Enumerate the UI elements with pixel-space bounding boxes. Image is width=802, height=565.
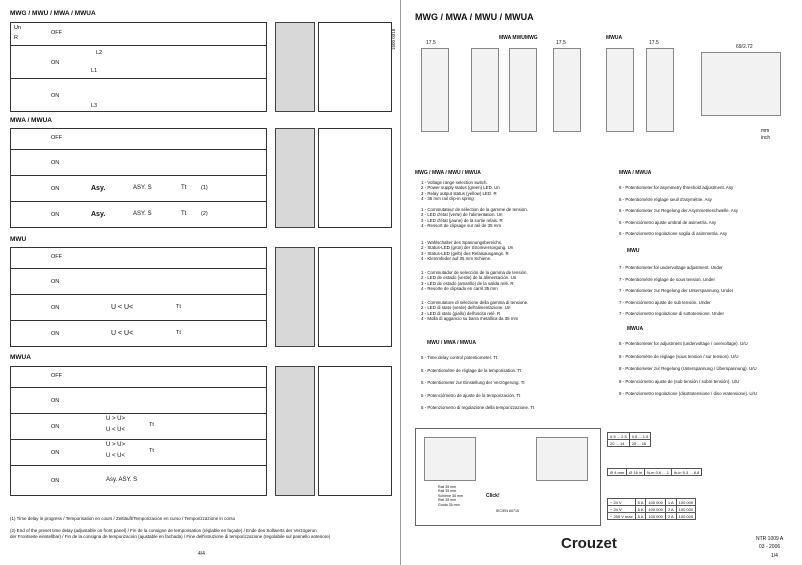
doc-ref: NTR 1009 A: [756, 536, 784, 542]
footnote-2: (2) End of the preset time delay (adjustable on front panel) / Fin de la consigne de temporisation (réglable en façade) / Ende des Sollwerts der Verzögerun: [10, 528, 317, 533]
list-block: 1 - Wahlschalter des Spannungsbereichs. 2 - Status-LED (grün) der Stromversorgung. Un 3 - Status-LED (gelb) des Relaisausgangs. R 4 - Klemmfeder auf 35 mm Schiene.: [421, 240, 514, 262]
device-drawing: [646, 48, 674, 132]
side-view-drawing: [701, 52, 781, 116]
list-block: 1 - Commutador de selección de la gamma de tensión. 2 - LED de estado (verde) de la alimentación. Un 3 - LED de estado (amarillo) de la salida relé. R 4 - Resorte de clipsado en carril 35 mm: [421, 270, 528, 292]
list-block: 6 - Potentiometer for asymmetry threshold adjustment. Asy 6 - Potentiomètre réglage seuil d'asymétrie. Asy 6 - Potentiometer zur Regelung der Asymmetrieschwelle. Asy 6 - Potenciómetro ajuste umbral de asimetría. Asy 6 - Potenziometro regolazione soglia di asimmetria. Asy: [619, 185, 739, 236]
timing-chart: [318, 22, 392, 112]
page-number: 4/4: [198, 551, 205, 557]
crouzet-logo: Crouzet: [561, 535, 617, 552]
page-title: MWG / MWA / MWU / MWUA: [415, 12, 534, 22]
right-page: MWG / MWA / MWU / MWUA 1500 0318 MWA MWUMWG MWUA 17.5 17.5 17.5 69/2.72 mm inch MWG / MWA / MWU / MWUA 1 - Voltage range selection switch. 2 - Power supply status (green) LED. Un 3 - Relay output status (yellow) LED. R 4 - 35 mm rail clip-in spring 1 - Commutateur de sélection de la gamme de tension. 2 - LED d'état (verte) de l'alimentation. Un 3 - LED d'état (jaune) de la sortie relais. R 4 - Ressort de clipsage sur rail de 35 mm 1 - Wahlschalter des Spannungsbereichs. 2 - Status-LED (grün) der Stromversorgung. Un 3 - Status-LED (gelb) des Relaisausgangs. R 4 - Klemmfeder auf 35 mm Schiene. 1 - Commutador de selección de la gamma de tensión. 2 - LED de estado (verde) de la alimentación. Un 3 - LED de estado (amarillo) de la salida relé. R 4 - Resorte de clipsado en carril 35 mm 1 - Commutatore di selezione della gamma di tensione. 2 - LED di stato (verde) dell'alimentazione. Un 3 - LED di stato (giallo) dell'uscita relè. R 4 - Molla di aggancio su barra metallica da 35 mm MWU / MWA / MWUA 5 - Time delay control potentiometer. Tt 5 - Potentiomètre de réglage de la temporisation. Tt 5 - Potentiometer zur Einstellung der Verzögerung. Tt 5 - Potenciómetro de ajuste de la temporización. Tt 5 - Potenziometro di regolazione della temporizzazione. Tt MWA / MWUA 6 - Potentiometer for asymmetry threshold adjustment. Asy 6 - Potentiomètre réglage seuil d'asymétrie. Asy 6 - Potentiometer zur Regelung der Asymmetrieschwelle. Asy 6 - Potenciómetro ajuste umbral de asimetría. Asy 6 - Potenziometro regolazione soglia di asimmetria. Asy MWU 7 - Potentiometer for undervoltage adjustment. Under 7 - Potentiomètre réglage de sous tension. Under 7 - Potentiometer zur Regelung der Unterspannung. Under 7 - Potenciómetro ajuste de sub tensión. Under 7 - Potenziometro regolazione di sottotensione. Under MWUA 8 - Potentiometer for adjustment (undervoltage / overvoltage). U/U 8 - Potentiomètre de réglage (sous tension / sur tension). U/U 8 - Potentiometer zur Regelung (Unterspannung / Überspannung). U/U 8 - Potenciómetro ajuste de (sub tensión / sobre tensión). U/U 8 - Potenziometro regolazione (disottotensione / diso vratensione). U/U Click! Rail 35 mm Rail 35 mm Schiene 35 mm Riel 35 mm Guida 35 mm IEC/EN 60715 0.5 ... 2.5 0.5 ... 1.5 20 ... 14 20 ... 16 Ø 4 mm Ø 16 in N.m 0.6 ... 1 lb-in 5.3 ... 8.8 ~ 24 V 5 A 100 000 1 A 100 000 ~ 24 V 5 A 100 000 2 A 100 000 ~ 250 V max 5 A 100 000 2 A 100 000 Crouzet NTR 1009 A 03 - 2006 1/4: [401, 0, 802, 565]
diagram-box: OFF ON ON U < U< Tt ON U < U< Tt: [10, 247, 267, 347]
list-block: 8 - Potentiometer for adjustment (undervoltage / overvoltage). U/U 8 - Potentiomètre de réglage (sous tension / sur tension). U/U 8 - Potentiometer zur Regelung (Unterspannung / Überspannung). U/U 8 - Potenciómetro ajuste de (sub tensión / sobre tensión). U/U 8 - Potenziometro regolazione (disottotensione / diso vratensione). U/U: [619, 341, 757, 396]
spec-table: 0.5 ... 2.5 0.5 ... 1.5 20 ... 14 20 ... 16: [607, 432, 651, 447]
ref-vertical: 1500 0318: [391, 28, 396, 50]
section-title: MWA / MWUA: [10, 117, 52, 124]
section-title: MWU: [10, 236, 27, 243]
timing-chart: [318, 247, 392, 347]
list-block: 7 - Potentiometer for undervoltage adjustment. Under 7 - Potentiomètre réglage de sous tension. Under 7 - Potentiometer zur Regelung der Unterspannung. Under 7 - Potenciómetro ajuste de sub tensión. Under 7 - Potenziometro regolazione di sottotensione. Under: [619, 265, 734, 316]
list-block: 1 - Commutatore di selezione della gamma di tensione. 2 - LED di stato (verde) dell'alimentazione. Un 3 - LED di stato (giallo) dell'uscita relè. R 4 - Molla di aggancio su barra metallica da 35 mm: [421, 300, 529, 322]
section-title: MWG / MWU / MWA / MWUA: [10, 10, 96, 17]
page-number: 1/4: [771, 553, 778, 559]
doc-date: 03 - 2006: [759, 544, 781, 550]
spec-table: ~ 24 V 5 A 100 000 1 A 100 000 ~ 24 V 5 A 100 000 2 A 100 000 ~ 250 V max 5 A 100 000 2 A 100 000: [607, 498, 696, 520]
diagram-box: OFF ON ON Asy. ASY. S Tt (1) ON Asy. ASY. S Tt (2): [10, 128, 267, 228]
device-drawing: [553, 48, 581, 132]
diagram-box: OFF ON ON U > U> U < U< Tt ON U > U> U < U< Tt ON Asy. ASY. S: [10, 366, 267, 496]
list-block: 1 - Voltage range selection switch. 2 - Power supply status (green) LED. Un 3 - Relay output status (yellow) LED. R 4 - 35 mm rail clip-in spring: [421, 180, 500, 202]
list-block: 5 - Time delay control potentiometer. Tt 5 - Potentiomètre de réglage de la temporisation. Tt 5 - Potentiometer zur Einstellung der Verzögerung. Tt 5 - Potenciómetro de ajuste de la temporización. Tt 5 - Potenziometro di regolazione della temporizzazione. Tt: [421, 355, 535, 410]
section-title: MWUA: [10, 354, 31, 361]
device-drawing: [471, 48, 499, 132]
clip-drawing: [424, 437, 476, 481]
footnote-1: (1) Time delay in progress / Temporisation en cours / Zeitläuft/Temporización en curso / Temporizzazione in corso: [10, 516, 236, 521]
unclip-drawing: [536, 437, 588, 481]
spec-table: Ø 4 mm Ø 16 in N.m 0.6 ... 1 lb-in 5.3 ... 8.8: [607, 468, 702, 476]
diagram-box: Un R OFF ON L2 L1 ON L3: [10, 22, 267, 112]
list-block: 1 - Commutateur de sélection de la gamme de tension. 2 - LED d'état (verte) de l'alimentation. Un 3 - LED d'état (jaune) de la sortie relais. R 4 - Ressort de clipsage sur rail de 35 mm: [421, 207, 528, 229]
relay-image: [275, 366, 315, 496]
device-drawing: [509, 48, 537, 132]
mounting-diagram: Click! Rail 35 mm Rail 35 mm Schiene 35 mm Riel 35 mm Guida 35 mm IEC/EN 60715: [415, 428, 601, 526]
relay-image: [275, 22, 315, 112]
timing-chart: [318, 366, 392, 496]
device-drawing: [421, 48, 449, 132]
relay-image: [275, 247, 315, 347]
timing-chart: [318, 128, 392, 228]
device-drawing: [606, 48, 634, 132]
footnote-3: der Frontseite einstellbar) / Fin de la consigna de temporización (ajustable en fachada) / Fine dell'istruzione di temporizzazione (regolabile sul pannello anteriore): [10, 534, 331, 539]
relay-image: [275, 128, 315, 228]
